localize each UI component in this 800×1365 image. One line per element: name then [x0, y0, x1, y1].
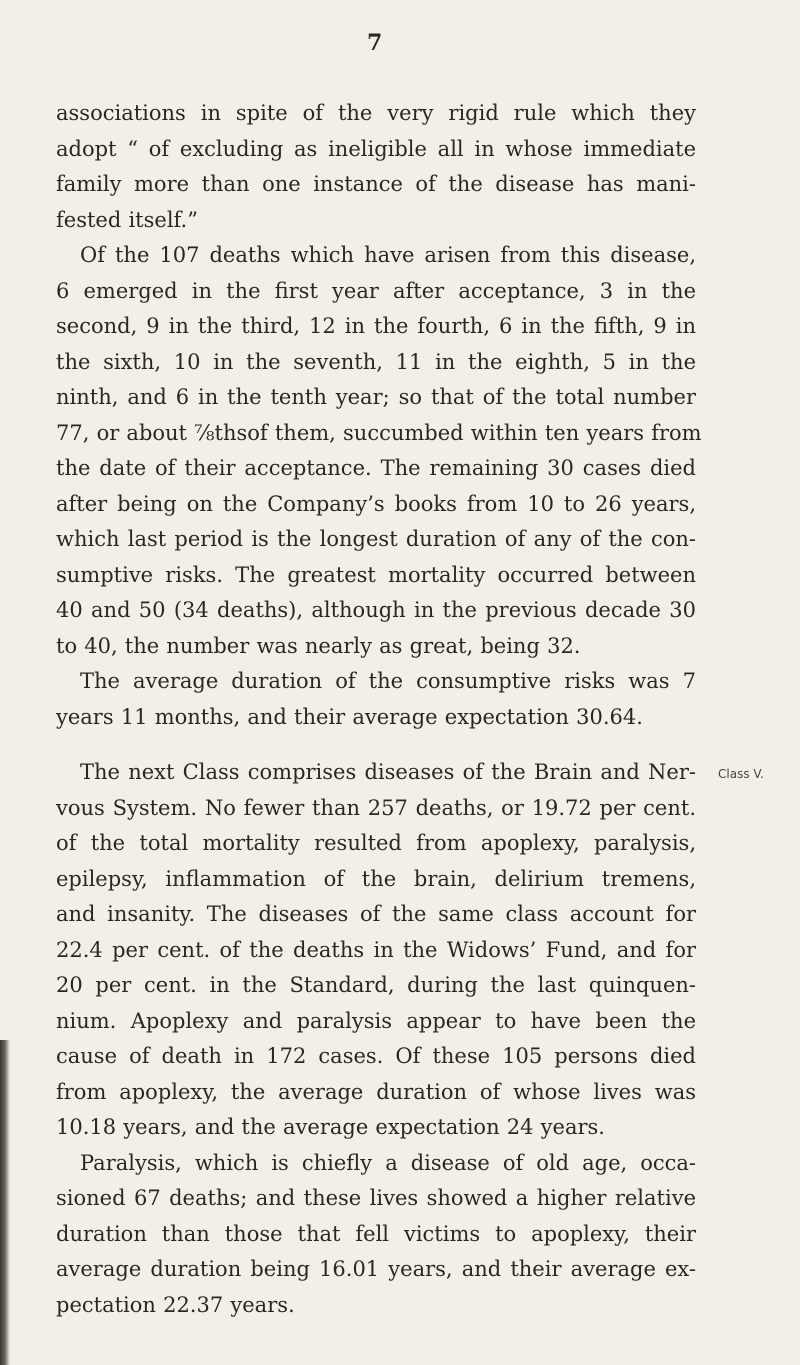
text-line: duration than those that fell victims to apoplexy, their: [56, 1221, 696, 1246]
text-line: 10.18 years, and the average expectation 24 years.: [56, 1115, 605, 1139]
text-line: cause of death in 172 cases. Of these 105 persons died: [56, 1044, 696, 1068]
page-number: 7: [367, 30, 383, 56]
text-line: 22.4 per cent. of the deaths in the Widows’ Fund, and for: [56, 937, 696, 962]
text-line: the sixth, 10 in the seventh, 11 in the eighth, 5 in the: [56, 349, 696, 374]
text-line: associations in spite of the very rigid rule which they: [56, 101, 696, 125]
text-line: pectation 22.37 years.: [56, 1292, 295, 1317]
text-line: 20 per cent. in the Standard, during the last quinquen-: [56, 973, 696, 997]
page-binding-shadow: [0, 1040, 10, 1365]
text-line: after being on the Company’s books from 10 to 26 years,: [56, 491, 696, 516]
text-line: sumptive risks. The greatest mortality occurred between: [56, 562, 696, 587]
paragraph: [56, 664, 696, 735]
text-line: fested itself.”: [56, 207, 198, 232]
text-line: second, 9 in the third, 12 in the fourth, 6 in the fifth, 9 in: [56, 314, 696, 338]
paragraph: [56, 1146, 696, 1324]
text-line: average duration being 16.01 years, and their average ex-: [56, 1257, 696, 1281]
text-line: 40 and 50 (34 deaths), although in the previous decade 30: [56, 598, 696, 622]
text-line: family more than one instance of the disease has mani-: [56, 172, 696, 196]
text-line: 6 emerged in the first year after acceptance, 3 in the: [56, 278, 696, 303]
text-line: Of the 107 deaths which have arisen from this disease,: [80, 243, 696, 267]
text-line: Paralysis, which is chiefly a disease of old age, occa-: [80, 1150, 696, 1175]
text-line: vous System. No fewer than 257 deaths, or 19.72 per cent.: [56, 795, 696, 820]
text-line: the date of their acceptance. The remaining 30 cases died: [56, 456, 696, 480]
text-line: ninth, and 6 in the tenth year; so that of the total number: [56, 385, 696, 409]
text-line: 77, or about ⅞thsof them, succumbed within ten years from: [56, 420, 702, 445]
text-line: epilepsy, inflammation of the brain, delirium tremens,: [56, 866, 696, 891]
text-line: and insanity. The diseases of the same class account for: [56, 902, 696, 926]
text-line: nium. Apoplexy and paralysis appear to have been the: [56, 1008, 696, 1033]
body-text: [56, 96, 702, 1323]
text-line: from apoplexy, the average duration of whose lives was: [56, 1079, 696, 1104]
paragraph: [56, 96, 696, 238]
text-line: sioned 67 deaths; and these lives showed a higher relative: [56, 1186, 696, 1210]
paragraph: [56, 238, 702, 664]
text-line: years 11 months, and their average expectation 30.64.: [56, 704, 643, 729]
text-line: which last period is the longest duration of any of the con-: [56, 527, 696, 551]
text-line: to 40, the number was nearly as great, being 32.: [56, 633, 581, 658]
text-line: of the total mortality resulted from apoplexy, paralysis,: [56, 831, 696, 855]
text-line: The average duration of the consumptive risks was 7: [80, 669, 696, 693]
paragraph: [56, 755, 696, 1146]
margin-note: Class V.: [718, 767, 764, 781]
text-line: The next Class comprises diseases of the Brain and Ner-: [80, 760, 696, 784]
text-line: adopt “ of excluding as ineligible all in whose immediate: [56, 136, 696, 161]
